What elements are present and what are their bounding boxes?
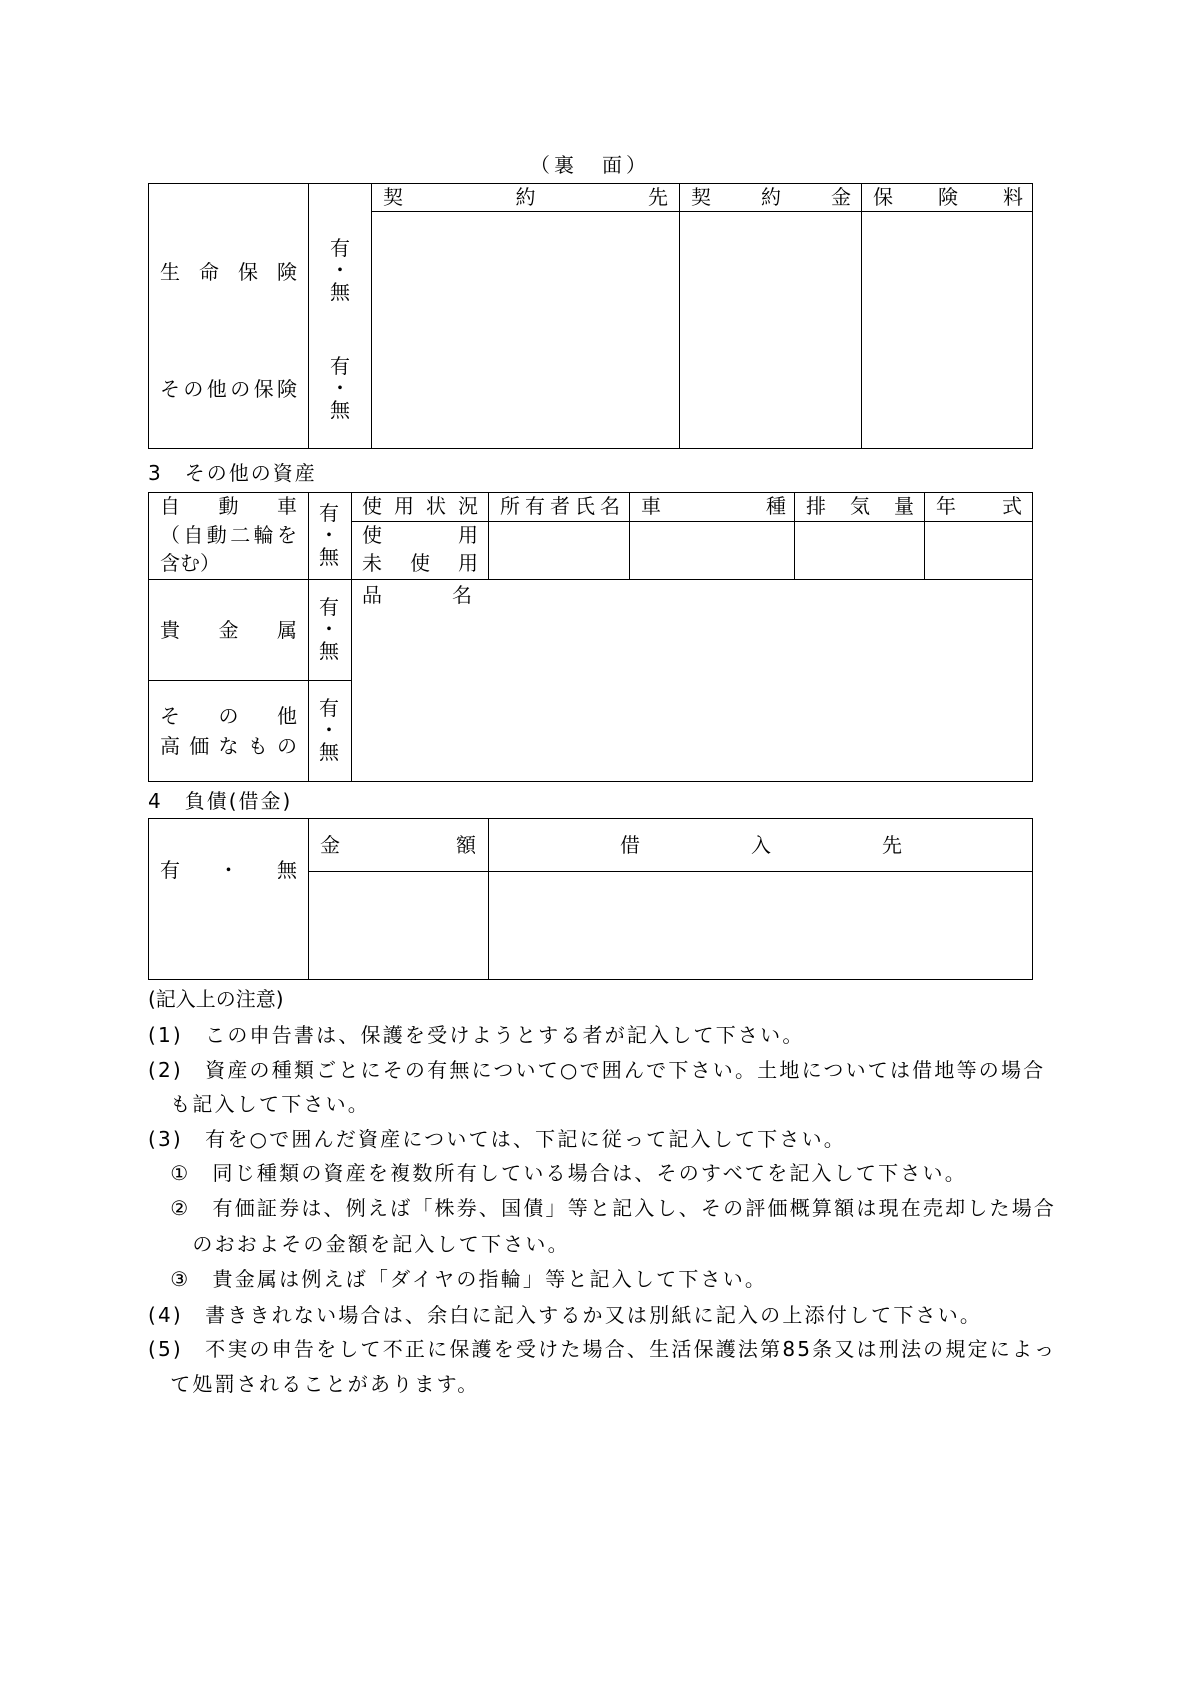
divider xyxy=(351,492,352,782)
note-line: (2) 資産の種類ごとにその有無について○で囲んで下さい。土地については借地等の場合 xyxy=(148,1058,1046,1082)
presence-other-insurance[interactable] xyxy=(325,355,355,421)
divider xyxy=(148,680,351,681)
note-line: (1) この申告書は、保護を受けようとする者が記入して下さい。 xyxy=(148,1023,805,1047)
presence-no[interactable]: 無 xyxy=(319,639,339,663)
divider xyxy=(308,492,309,782)
note-line: も記入して下さい。 xyxy=(148,1092,370,1116)
label-car-note-2: 含む） xyxy=(160,551,220,575)
notes-heading: (記入上の注意) xyxy=(148,987,284,1011)
label-other-valuables: その他 xyxy=(160,704,297,728)
header-owner-name: 所有者氏名 xyxy=(500,494,620,518)
note-line: て処罰されることがあります。 xyxy=(148,1372,480,1396)
presence-life-insurance[interactable] xyxy=(325,237,355,303)
header-contract-amount: 契約金 xyxy=(691,185,851,209)
header-lender: 借入先 xyxy=(620,833,902,857)
note-line: ① 同じ種類の資産を複数所有している場合は、そのすべてを記入して下さい。 xyxy=(148,1161,967,1185)
separator: ・ xyxy=(319,617,339,641)
note-line: (5) 不実の申告をして不正に保護を受けた場合、生活保護法第85条又は刑法の規定によっ xyxy=(148,1337,1057,1361)
divider xyxy=(308,871,1033,872)
header-contractor: 契約先 xyxy=(383,185,668,209)
divider xyxy=(861,183,862,449)
label-life-insurance: 生命保険 xyxy=(160,260,297,284)
divider xyxy=(488,492,489,580)
separator: ・ xyxy=(330,258,350,282)
presence-yes[interactable]: 有 xyxy=(330,354,350,378)
header-amount: 金額 xyxy=(320,833,476,857)
note-line: のおおよその金額を記入して下さい。 xyxy=(148,1232,570,1256)
presence-debt[interactable]: 有・無 xyxy=(160,858,297,882)
presence-precious-metal[interactable] xyxy=(314,596,344,662)
separator: ・ xyxy=(319,718,339,742)
presence-no[interactable]: 無 xyxy=(319,545,339,569)
section3-heading: 3 その他の資産 xyxy=(148,461,317,485)
divider xyxy=(371,183,372,449)
divider xyxy=(924,492,925,580)
divider xyxy=(148,579,1033,580)
divider xyxy=(679,183,680,449)
presence-yes[interactable]: 有 xyxy=(330,236,350,260)
separator: ・ xyxy=(330,376,350,400)
presence-yes[interactable]: 有 xyxy=(319,595,339,619)
header-usage: 使用状況 xyxy=(362,494,478,518)
note-line: ② 有価証券は、例えば「株券、国債」等と記入し、その評価概算額は現在売却した場合 xyxy=(148,1196,1057,1220)
separator: ・ xyxy=(319,523,339,547)
usage-option-unused[interactable]: 未使用 xyxy=(362,551,478,575)
header-displacement: 排気量 xyxy=(806,494,914,518)
label-other-insurance: その他の保険 xyxy=(160,377,297,401)
label-precious-metal: 貴金属 xyxy=(160,618,297,642)
label-item-name: 品名 xyxy=(362,583,472,607)
table-border xyxy=(148,183,1033,449)
label-car: 自動車 xyxy=(160,494,297,518)
divider xyxy=(794,492,795,580)
divider xyxy=(629,492,630,580)
presence-no[interactable]: 無 xyxy=(330,280,350,304)
page-title: （裏 面） xyxy=(530,153,650,177)
divider xyxy=(371,211,1033,212)
presence-yes[interactable]: 有 xyxy=(319,501,339,525)
note-line: (4) 書ききれない場合は、余白に記入するか又は別紙に記入の上添付して下さい。 xyxy=(148,1303,983,1327)
usage-option-used[interactable]: 使用 xyxy=(362,523,478,547)
divider xyxy=(351,521,1033,522)
label-car-note: （自動二輪を xyxy=(160,523,297,547)
section4-heading: 4 負債(借金) xyxy=(148,789,293,813)
header-model-year: 年式 xyxy=(936,494,1022,518)
presence-no[interactable]: 無 xyxy=(330,398,350,422)
presence-yes[interactable]: 有 xyxy=(319,696,339,720)
header-car-type: 車種 xyxy=(641,494,786,518)
divider xyxy=(308,183,309,449)
divider xyxy=(488,818,489,980)
note-line: (3) 有を○で囲んだ資産については、下記に従って記入して下さい。 xyxy=(148,1127,846,1151)
header-premium: 保険料 xyxy=(873,185,1023,209)
label-other-valuables-2: 高価なもの xyxy=(160,734,297,758)
presence-no[interactable]: 無 xyxy=(319,740,339,764)
presence-other-valuables[interactable] xyxy=(314,697,344,763)
note-line: ③ 貴金属は例えば「ダイヤの指輪」等と記入して下さい。 xyxy=(148,1267,768,1291)
presence-car[interactable] xyxy=(314,502,344,568)
divider xyxy=(308,818,309,980)
